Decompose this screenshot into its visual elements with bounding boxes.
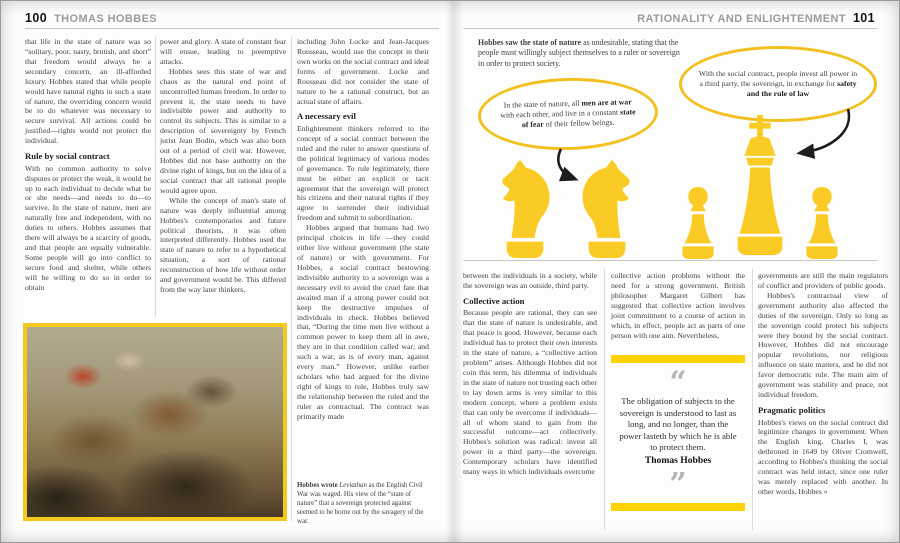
left-column-1	[25, 37, 151, 293]
paragraph: Because people are rational, they can see that the state of nature is undesirable, and that peace is good. However, because each individual has to protect their own interests in the state of nature, a “collective action problem” arises. Although Hobbes did not coin this term, his dilemma of individuals in the state of nature not trusting each other to lay down arms is very similar to this modern concept, where a problem exists that can only be overcome if individuals—all of whom stand to gain from the successful outcome—act collectively. Hobbes's solution was radical: invest all power in a third party—the sovereign. Contemporary scholars have identified many ways in which individuals overcome	[463, 308, 597, 477]
page-fold	[446, 1, 462, 543]
pawn-chess-piece-icon	[801, 185, 843, 259]
page-title-right: RATIONALITY AND ENLIGHTENMENT	[637, 13, 846, 25]
right-column-1	[463, 271, 597, 477]
bubble-text: In the state of nature, all	[503, 98, 582, 110]
civil-war-painting	[23, 323, 287, 521]
column-rule	[752, 269, 753, 531]
page-title-left: THOMAS HOBBES	[54, 13, 158, 25]
section-heading: A necessary evil	[297, 111, 356, 122]
bubble-contract-text	[698, 69, 858, 100]
intro-lead: Hobbes saw the state of nature	[478, 38, 584, 47]
image-caption	[297, 481, 433, 527]
bubble-text: With the social contract, people invest all power in a third party, the sovereign, in exchange for	[698, 68, 858, 88]
bubble-text: with each other, and live in a constant	[500, 107, 621, 120]
page-header-left	[25, 11, 157, 25]
quote-text: The obligation of subjects to the sovereign is understood to last as long, and no longer, than the power lasteth by which he is able to protect them.	[619, 396, 737, 453]
diagram-rule	[463, 260, 877, 261]
quote-bar-top	[611, 355, 745, 363]
paragraph: governments are still the main regulators of conflict and providers of public goods.	[758, 271, 888, 290]
paragraph: power and glory. A state of constant fear will ensue, leading to preemptive attacks.	[160, 37, 286, 66]
bubble-text: of their fellow beings.	[543, 117, 615, 129]
section-heading: Rule by social contract	[25, 151, 110, 162]
caption-lead: Hobbes wrote	[297, 482, 340, 489]
quote-attribution: Thomas Hobbes	[644, 454, 712, 466]
king-chess-piece-icon	[731, 113, 789, 259]
paragraph: Hobbes sees this state of war and chaos as the natural end point of uncontrolled human freedom. In order to prevent it, the state needs to have indivisible power and authority to control its subjects. This is similar to a description of sovereignty by French jurist Jean Bodin, which was also born out of a period of civil war. However, Hobbes did not base authority on the divine right of kings, but on the idea of a social contract that all rational people would agree upon.	[160, 66, 286, 195]
bubble-text-bold: men are at war	[581, 96, 632, 108]
paragraph: Hobbes argued that humans had two principal choices in life —they could either live without government (the state of nature) or with government. For Hobbes, a social contract bestowing indivisible authority to a sovereign was a necessary evil to avoid the cruel fate that awaited man if a strong power could not keep the destructive impulses of individuals in check. Hobbes believed that, “During the time men live without a common power to keep them all in awe, they are in that condition called war; and such a war, as is of every man, against every man.” However, unlike earlier scholars who had argued for the divine right of kings to rule, Hobbes truly saw the relationship between the ruled and the ruler as contractual. The contract was primarily made	[297, 223, 429, 421]
knight-chess-piece-icon	[575, 157, 639, 259]
paragraph: that life in the state of nature was so “solitary, poor, nasty, brutish, and short” that freedom would always be a secondary concern, an ill-afforded luxury. Hobbes stated that while people would have natural rights in such a state of nature, the overriding concern would be to do whatever was necessary to secure survival. All actions could be justified—rights would not protect the individual.	[25, 37, 151, 146]
left-column-3	[297, 37, 429, 422]
paragraph: Hobbes's contractual view of government authority also affected the duties of the sovereign. Only so long as the sovereign could protect his subjects were they bound by the social contract. However, Hobbes did not encourage popular revolutions, nor religious influence on state matters, and he did not favor democratic rule. The main aim of government was stability and peace, not individual freedom.	[758, 290, 888, 400]
paragraph: While the concept of man's state of nature was deeply influential among Hobbes's contemporaries and future political theorists, it was often interpreted differently. Hobbes used the state of nature to refer to a hypothetical situation, a sort of rational reconstruction of how life without order and government would be. This differed from the way later thinkers,	[160, 195, 286, 295]
caption-text: as the English Civil War was waged. His view of the “state of nature” that a sovereign protected against seemed to be borne out by the savagery of the war.	[297, 482, 424, 526]
column-rule	[291, 37, 292, 521]
pawn-chess-piece-icon	[677, 185, 719, 259]
bubble-war-text	[497, 97, 640, 132]
caption-book-title: Leviathan	[339, 482, 367, 489]
arrow-to-sovereign-icon	[784, 105, 856, 161]
close-quote-icon: ”	[669, 466, 687, 502]
pull-quote	[611, 365, 745, 502]
knight-chess-piece-icon	[493, 157, 557, 259]
bubble-text-bold: safety and the rule of law	[746, 78, 857, 99]
section-heading: Pragmatic politics	[758, 404, 826, 415]
paragraph: including John Locke and Jean-Jacques Rousseau, would use the concept in their own works on the social contract and ideal forms of government. Locke and Rousseau did not consider the state of nature to be a rational construct, but an actual state of affairs.	[297, 37, 429, 106]
page-header-right	[637, 11, 875, 25]
paragraph: collective action problems without the need for a strong government. British philosopher Margaret Gilbert has suggested that collective action involves joint commitment to a course of action in which, in effect, people act as parts of one person with one aim. Nevertheless,	[611, 271, 745, 340]
right-column-2	[611, 271, 745, 511]
quote-bar-bottom	[611, 503, 745, 511]
column-rule	[604, 269, 605, 531]
open-quote-icon: “	[669, 365, 687, 401]
paragraph: With no common authority to solve disputes or protect the weak, it would be up to each individual to decide what he or she needs—and needs to do—to survive. In the state of nature, men are naturally free and independent, with no duties to others. Hobbes assumes that there will always be a scarcity of goods, and that people are equally vulnerable. Some people will go into conflict to secure food and shelter, while others will be willing to do so in order to obtain	[25, 163, 151, 292]
paragraph: Hobbes's views on the social contract did legitimize changes in government. When the English king, Charles I, was dethroned in 1649 by Oliver Cromwell, according to Hobbes's thinking the social contract was held intact, since one ruler was merely replaced with another. In other words, Hobbes »	[758, 417, 888, 496]
bubble-text-bold: state of fear	[521, 107, 636, 130]
header-rule-left	[25, 28, 439, 29]
intro-text	[478, 38, 680, 69]
intro-rest: as undesirable, stating that the people must willingly subject themselves to a ruler or sovereign in order to protect society.	[478, 38, 680, 68]
right-column-3	[758, 271, 888, 497]
paragraph: between the individuals in a society, while the sovereign was an outside, third party.	[463, 271, 597, 290]
paragraph: Enlightenment thinkers referred to the concept of a social contract between the ruled and the ruler to answer questions of the political legitimacy of various modes of governance. To rule legitimately, there must be either an explicit or tacit agreement that the sovereign will protect his citizens and their natural rights if they agree to surrender their individual freedom and submit to subordination.	[297, 124, 429, 223]
column-rule	[155, 37, 156, 317]
header-rule-right	[463, 28, 877, 29]
left-column-2	[160, 37, 286, 295]
page-number-left: 100	[25, 11, 48, 25]
page-number-right: 101	[852, 11, 875, 25]
speech-bubble-war	[477, 76, 659, 153]
section-heading: Collective action	[463, 295, 525, 306]
